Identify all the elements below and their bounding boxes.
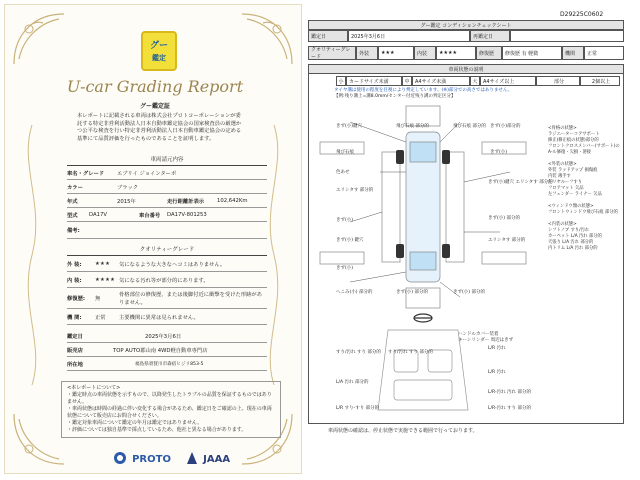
interior-label: L/R 汚れ	[488, 370, 506, 375]
mileage-value: 102,642Km	[217, 197, 248, 204]
sheet-header-title: グー鑑定 コンディションチェックシート	[308, 20, 624, 30]
shop-value: TOP AUTO郡山南 4WD軽自動車専門店	[113, 347, 208, 354]
document-id: D29225C0602	[560, 11, 604, 18]
vehicle-interior-diagram	[368, 310, 478, 420]
note-line: ・鑑定時点の車両状態を示すもので、以降発生したトラブルの品質を保証するものではありません。	[67, 392, 272, 405]
addr-value: 福島県須賀川市森宿ヒジリ853-5	[135, 361, 204, 367]
exterior-stars: ★★★	[95, 260, 111, 267]
badge-line-2: 鑑定	[152, 54, 166, 62]
interior-label: L/R-汚れ すり 部分的	[488, 406, 531, 411]
damage-label: エリシタす 部分的	[336, 188, 374, 193]
model-label: 型式	[67, 212, 78, 219]
corner-ornament-icon	[9, 9, 69, 69]
size-card: カードサイズ未満	[346, 76, 402, 86]
size-mid: 中	[402, 76, 412, 86]
int-stars: ★★★★	[436, 46, 476, 60]
table-row	[67, 272, 267, 288]
repair-desc: 骨格部位の修復歴、または後脚付近に衝撃を受けた形跡がありません。	[119, 292, 263, 306]
damage-label: 飛び石痕	[336, 150, 354, 155]
ext-stars: ★★★	[378, 46, 414, 60]
model-value: DA17V	[89, 211, 107, 218]
damage-label: 飛び石痕 部分的	[396, 124, 429, 129]
car-name-label: 車名・グレード	[67, 170, 105, 177]
damage-label: 飛び石痕 部分的	[453, 124, 486, 129]
damage-label: きず(小) 部分的	[488, 216, 520, 221]
note-line: ・鑑定対象車両について鑑定の年月は鑑定ではありません。	[67, 420, 203, 426]
table-row	[67, 208, 267, 222]
condition-check-sheet	[308, 20, 624, 468]
damage-label: きず(小) 部分的	[396, 290, 428, 295]
damage-label: きず(小)	[336, 266, 354, 271]
logo-bar	[113, 447, 253, 467]
note-line: ・車両状態は時間の経過に伴い変化する場合があるため、鑑定日をご確認の上、現在の車両状態について販売店にお問合せください。	[67, 406, 272, 419]
table-row	[67, 329, 267, 343]
report-notes	[61, 381, 281, 438]
sheet-date-label: 鑑定日	[308, 30, 348, 42]
interior-label: L/R-汚れ 汚れ 部分的	[488, 390, 531, 395]
interior-label: すり/汚れ すり 部分的	[388, 350, 433, 355]
damage-label: きず(小)	[336, 218, 354, 223]
vehicle-info-table	[67, 151, 267, 371]
badge-line-1: グー	[149, 41, 168, 51]
condition-notes: <骨格の状態> ラジエーターコアサポート 修正(修正痕の状態)部分的 フロントクロスメンバー(サポート)の A-ル修復・欠損・溶接 <外装の状態> 外装 ラッドアップ 損傷痕 内装 薄手す 左リヤルーフすり フロアマット 欠品 左フェンダー ライナー 欠品 <ウィンドウ類の状態> フロントウィンドウ飛び石痕 部分的 <内装の状態> シフトノブ すり/汚れ カーペット L/A 汚れ 部分的 天張り L/A 汚れ 部分的 内トリム L/A 汚れ 部分的	[548, 126, 620, 252]
jaaa-logo: JAAA	[203, 454, 231, 465]
interior-label: 内 装:	[67, 277, 82, 284]
damage-label: きず(小)鍵穴 エリシタす 部分的	[488, 180, 553, 185]
repair-value: 修復歴 有 軽微	[502, 46, 562, 60]
vehicle-exterior-diagram	[310, 102, 540, 312]
exterior-label: 外 装:	[67, 261, 82, 268]
table-row	[67, 309, 267, 325]
explain-title: 車両状態の説明	[308, 64, 624, 74]
table-row	[67, 343, 267, 357]
proto-logo: PROTO	[132, 454, 171, 465]
mileage-label: 走行距離計表示	[167, 198, 205, 205]
size-partial: 部分	[536, 76, 580, 86]
vehicle-heading: 車両請元内容	[67, 153, 267, 166]
damage-label: エリシタす 部分的	[488, 238, 526, 243]
reappraisal-label: 再鑑定日	[470, 30, 510, 42]
goo-appraisal-badge	[141, 31, 177, 71]
interior-label: すり/汚れ すり 部分的	[336, 350, 381, 355]
exterior-desc: 気になるような大きなヘコミはありません。	[119, 261, 226, 268]
qg-label: クオリティーグレード	[308, 46, 356, 60]
explain-note-1: タイヤ溝は使用の程度を目視により判定しています。(※)部分での高さではありません。	[334, 88, 513, 93]
interior-label: L/R すり-すり 部分的	[336, 406, 380, 411]
vine-ornament-icon	[19, 125, 45, 385]
handle-note: ハンドルカバー装着 キーシリンダー 周辺はきず	[458, 332, 514, 343]
reappraisal-value	[510, 30, 624, 42]
notes-title: <本レポートについて>	[67, 385, 121, 391]
table-row	[67, 194, 267, 208]
damage-label: きず(小)	[490, 150, 508, 155]
table-row	[67, 357, 267, 371]
damage-label: へこみ(小) 部分的	[336, 290, 373, 295]
quality-heading: クオリティーグレード	[67, 243, 267, 256]
color-value: ブラック	[117, 184, 139, 191]
report-subtitle: グー鑑定証	[139, 103, 170, 110]
size-two: 2個以上	[580, 76, 620, 86]
remarks-label: 備考:	[67, 228, 80, 234]
table-row	[67, 256, 267, 272]
year-value: 2015年	[117, 198, 136, 205]
chassis-value: DA17V-801253	[167, 211, 207, 218]
intro-text: 本レポートに記載される車両は株式会社プロトコーポレーションが委託する特定非営利活動法人日本自動車鑑定協会の国家検査員の厳選かつ公平な検査を行い特定非営利活動法人日本自動車鑑定協会の定める基準にて品質評価を行ったものであることを証明します。	[77, 113, 242, 143]
explain-note-2: 【例:残り溝上=溝8.0mm/センター付近残り溝の判定区分】	[334, 94, 456, 99]
damage-label: きず(小)部分的	[490, 124, 521, 129]
note-line: ・評価については独自基準で採点しているため、他社と異なる場合があります。	[67, 427, 247, 433]
damage-label: きず(小)鍵穴	[336, 124, 363, 129]
size-a4: A4サイズ未満	[412, 76, 470, 86]
interior-stars: ★★★★	[95, 276, 116, 283]
size-large: 大	[470, 76, 480, 86]
damage-label: きず(小) 部分的	[453, 290, 485, 295]
engine-label: 機関	[562, 46, 584, 60]
repair-label: 修復歴:	[67, 296, 86, 302]
sheet-date-value: 2025年3月6日	[348, 30, 470, 42]
interior-desc: 気になる汚れ等が部分的にあります。	[119, 277, 209, 284]
damage-label: 色あせ	[336, 170, 350, 175]
grading-certificate	[4, 4, 302, 474]
proto-logo-icon	[113, 451, 127, 465]
maint-label: 機 関:	[67, 314, 82, 321]
corner-ornament-icon	[9, 409, 69, 469]
date-label: 鑑定日	[67, 333, 83, 340]
engine-value: 正常	[584, 46, 624, 60]
size-a4over: A4サイズ以上	[480, 76, 536, 86]
date-value: 2025年3月6日	[145, 333, 182, 340]
addr-label: 所在地	[67, 361, 83, 368]
shop-label: 販売店	[67, 347, 83, 354]
table-row	[67, 222, 267, 239]
maint-desc: 主要機関に異常は見られません。	[119, 314, 199, 321]
interior-label: L/A 汚れ 部分的	[336, 380, 369, 385]
int-label: 内装	[414, 46, 436, 60]
ext-label: 外装	[356, 46, 378, 60]
table-row	[67, 288, 267, 309]
maint-value: 正常	[95, 314, 106, 321]
jaaa-logo-icon	[186, 451, 198, 465]
repair-value: 無	[95, 296, 101, 302]
chassis-label: 車台番号	[139, 212, 161, 219]
corner-ornament-icon	[237, 9, 297, 69]
repair-label: 修復歴	[476, 46, 502, 60]
interior-label: L/R 汚れ	[488, 346, 506, 351]
size-small: 小	[336, 76, 346, 86]
sheet-footer: 車両状態の確認は、停止状態で実施できる範囲で行っております。	[328, 428, 478, 434]
year-label: 年式	[67, 198, 78, 205]
car-name-value: エブリイ ジョインターボ	[117, 170, 177, 177]
table-row	[67, 180, 267, 194]
damage-label: きず(小) 鍵穴	[336, 238, 364, 243]
table-row	[67, 166, 267, 180]
color-label: カラー	[67, 184, 83, 191]
report-title: U-car Grading Report	[66, 77, 244, 96]
